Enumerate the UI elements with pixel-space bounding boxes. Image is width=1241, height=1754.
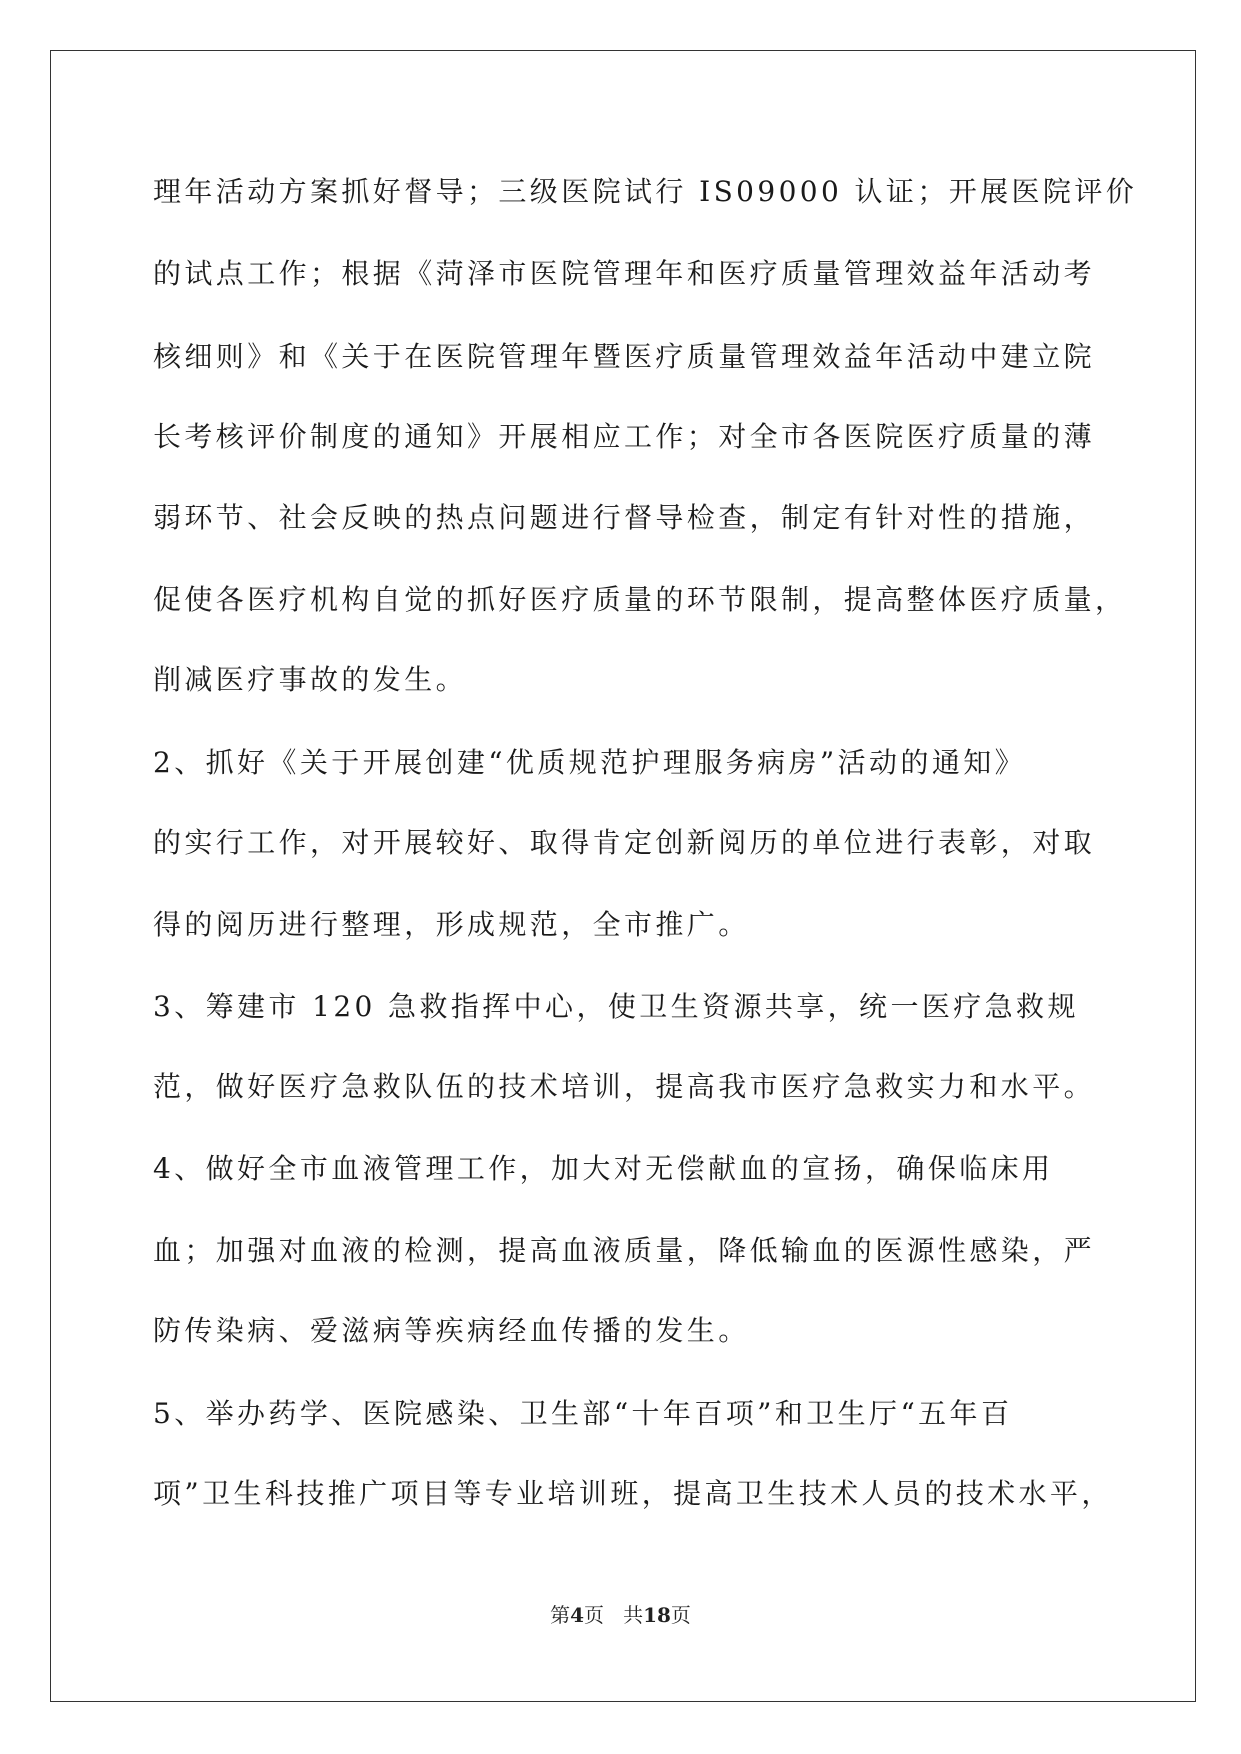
body-text-line: 核细则》和《关于在医院管理年暨医疗质量管理效益年活动中建立院 (153, 340, 1096, 373)
body-text-line: 弱环节、社会反映的热点问题进行督导检查，制定有针对性的措施， (153, 501, 1096, 534)
page-footer (0, 1599, 1241, 1628)
body-text-line: 削减医疗事故的发生。 (153, 663, 468, 696)
body-text-line: 4、做好全市血液管理工作，加大对无偿献血的宣扬，确保临床用 (153, 1152, 1054, 1185)
footer-prefix: 第 (550, 1603, 571, 1627)
body-text-line: 得的阅历进行整理，形成规范，全市推广。 (153, 908, 750, 941)
body-text-line: 理年活动方案抓好督导；三级医院试行 IS09000 认证；开展医院评价 (153, 175, 1138, 208)
body-text-line: 促使各医疗机构自觉的抓好医疗质量的环节限制，提高整体医疗质量， (153, 583, 1127, 616)
body-text-line: 2、抓好《关于开展创建“优质规范护理服务病房”活动的通知》 (153, 746, 1027, 779)
page-border (50, 50, 1196, 1702)
body-text-line: 的试点工作；根据《菏泽市医院管理年和医疗质量管理效益年活动考 (153, 257, 1096, 290)
body-text-line: 5、举办药学、医院感染、卫生部“十年百项”和卫生厅“五年百 (153, 1397, 1013, 1430)
body-text-line: 的实行工作，对开展较好、取得肯定创新阅历的单位进行表彰，对取 (153, 826, 1096, 859)
body-text-line: 项”卫生科技推广项目等专业培训班，提高卫生技术人员的技术水平， (153, 1477, 1113, 1510)
total-pages-number: 18 (643, 1603, 671, 1627)
footer-page-suffix: 页 (584, 1603, 604, 1627)
current-page-number: 4 (570, 1603, 584, 1627)
body-text-line: 血；加强对血液的检测，提高血液质量，降低输血的医源性感染，严 (153, 1234, 1096, 1267)
body-text-line: 范，做好医疗急救队伍的技术培训，提高我市医疗急救实力和水平。 (153, 1070, 1096, 1103)
body-text-line: 长考核评价制度的通知》开展相应工作；对全市各医院医疗质量的薄 (153, 420, 1096, 453)
body-text-line: 3、筹建市 120 急救指挥中心，使卫生资源共享，统一医疗急救规 (153, 990, 1079, 1023)
footer-total-prefix: 共 (623, 1603, 644, 1627)
footer-total-suffix: 页 (670, 1603, 691, 1627)
body-text-line: 防传染病、爱滋病等疾病经血传播的发生。 (153, 1314, 750, 1347)
